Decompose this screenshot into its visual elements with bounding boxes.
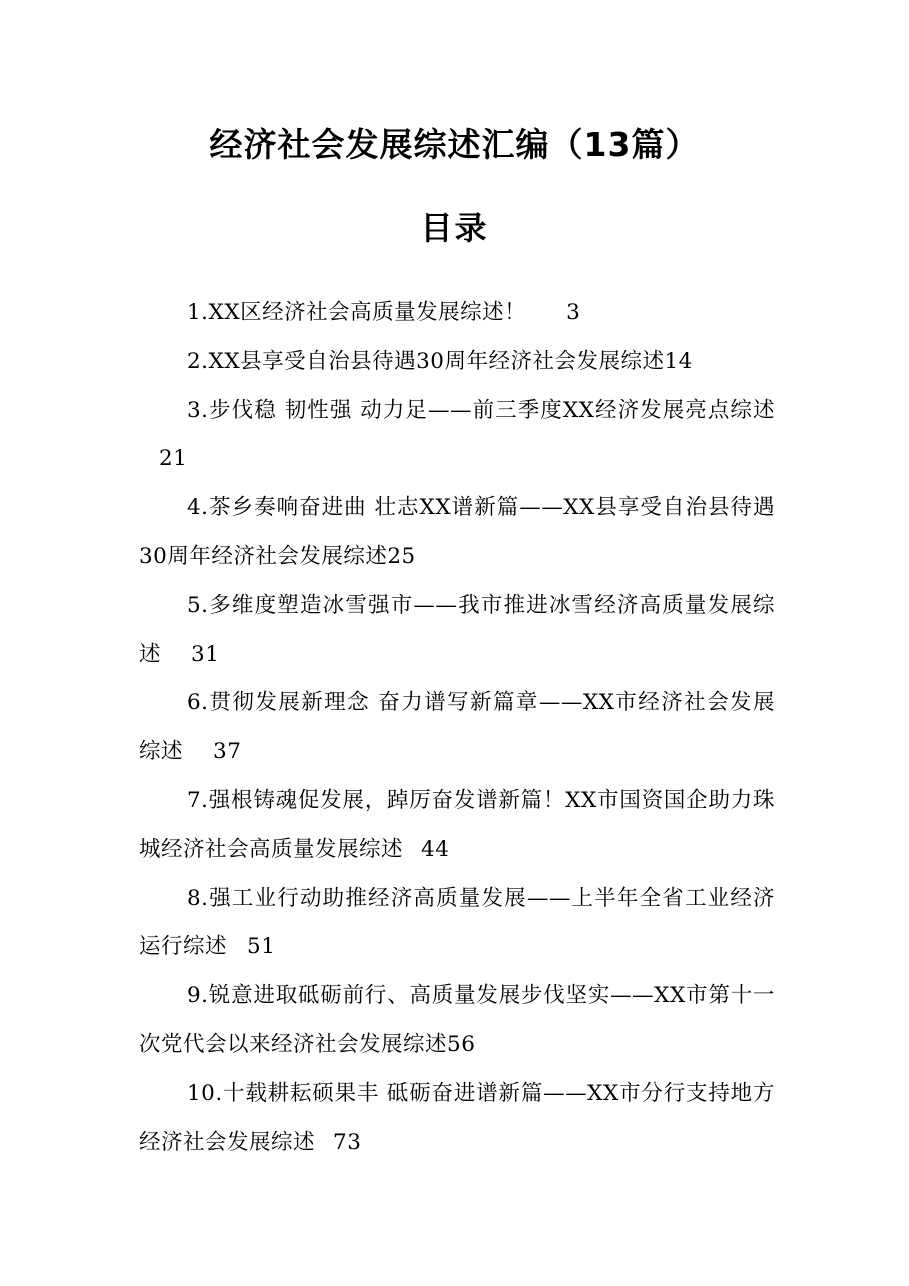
toc-entry[interactable]: [139, 1070, 775, 1168]
toc-entry-title: 9.锐意进取砥砺前行、高质量发展步伐坚实——XX市第十一次党代会以来经济社会发展综述: [139, 983, 775, 1057]
toc-entry[interactable]: [139, 972, 775, 1070]
toc-entry-page-number: 73: [333, 1129, 362, 1155]
document-title: 经济社会发展综述汇编（13篇）: [209, 125, 700, 164]
table-of-contents: [139, 289, 775, 1167]
toc-entry-title: 1.XX区经济社会高质量发展综述！: [187, 300, 527, 325]
toc-entry-title: 5.多维度塑造冰雪强市——我市推进冰雪经济高质量发展综述: [139, 592, 775, 667]
toc-entry-page-number: 44: [421, 836, 450, 862]
toc-entry-page-number: 37: [213, 739, 242, 765]
toc-entry-page-number: 25: [387, 543, 416, 569]
toc-entry-page-number: 21: [159, 446, 188, 472]
toc-entry-title: 3.步伐稳 韧性强 动力足——前三季度XX经济发展亮点综述: [187, 397, 775, 423]
toc-entry[interactable]: [139, 387, 775, 485]
toc-entry-page-number: 56: [447, 1031, 476, 1057]
toc-entry-page-number: 51: [247, 934, 276, 960]
toc-entry[interactable]: [139, 484, 775, 582]
toc-heading: 目录: [420, 209, 489, 247]
toc-entry-title: 10.十载耕耘硕果丰 砥砺奋进谱新篇——XX市分行支持地方经济社会发展综述: [139, 1080, 775, 1155]
toc-entry[interactable]: [139, 679, 775, 777]
toc-entry-page-number: 31: [191, 641, 220, 667]
toc-entry-title: 6.贯彻发展新理念 奋力谱写新篇章——XX市经济社会发展综述: [139, 690, 775, 765]
toc-entry[interactable]: [139, 875, 775, 973]
toc-entry-title: 4.茶乡奏响奋进曲 壮志XX谱新篇——XX县享受自治县待遇30周年经济社会发展综述: [139, 495, 775, 569]
toc-entry-title: 7.强根铸魂促发展，踔厉奋发谱新篇！XX市国资国企助力珠城经济社会高质量发展综述: [139, 787, 775, 862]
toc-entry[interactable]: [139, 338, 775, 387]
toc-entry-page-number: 3: [566, 300, 581, 325]
toc-entry[interactable]: [139, 289, 775, 338]
toc-entry-title: 8.强工业行动助推经济高质量发展——上半年全省工业经济运行综述: [139, 885, 775, 960]
toc-entry-title: 2.XX县享受自治县待遇30周年经济社会发展综述: [187, 348, 665, 374]
toc-entry-page-number: 14: [664, 348, 693, 374]
toc-entry[interactable]: [139, 777, 775, 875]
toc-entry[interactable]: [139, 582, 775, 680]
